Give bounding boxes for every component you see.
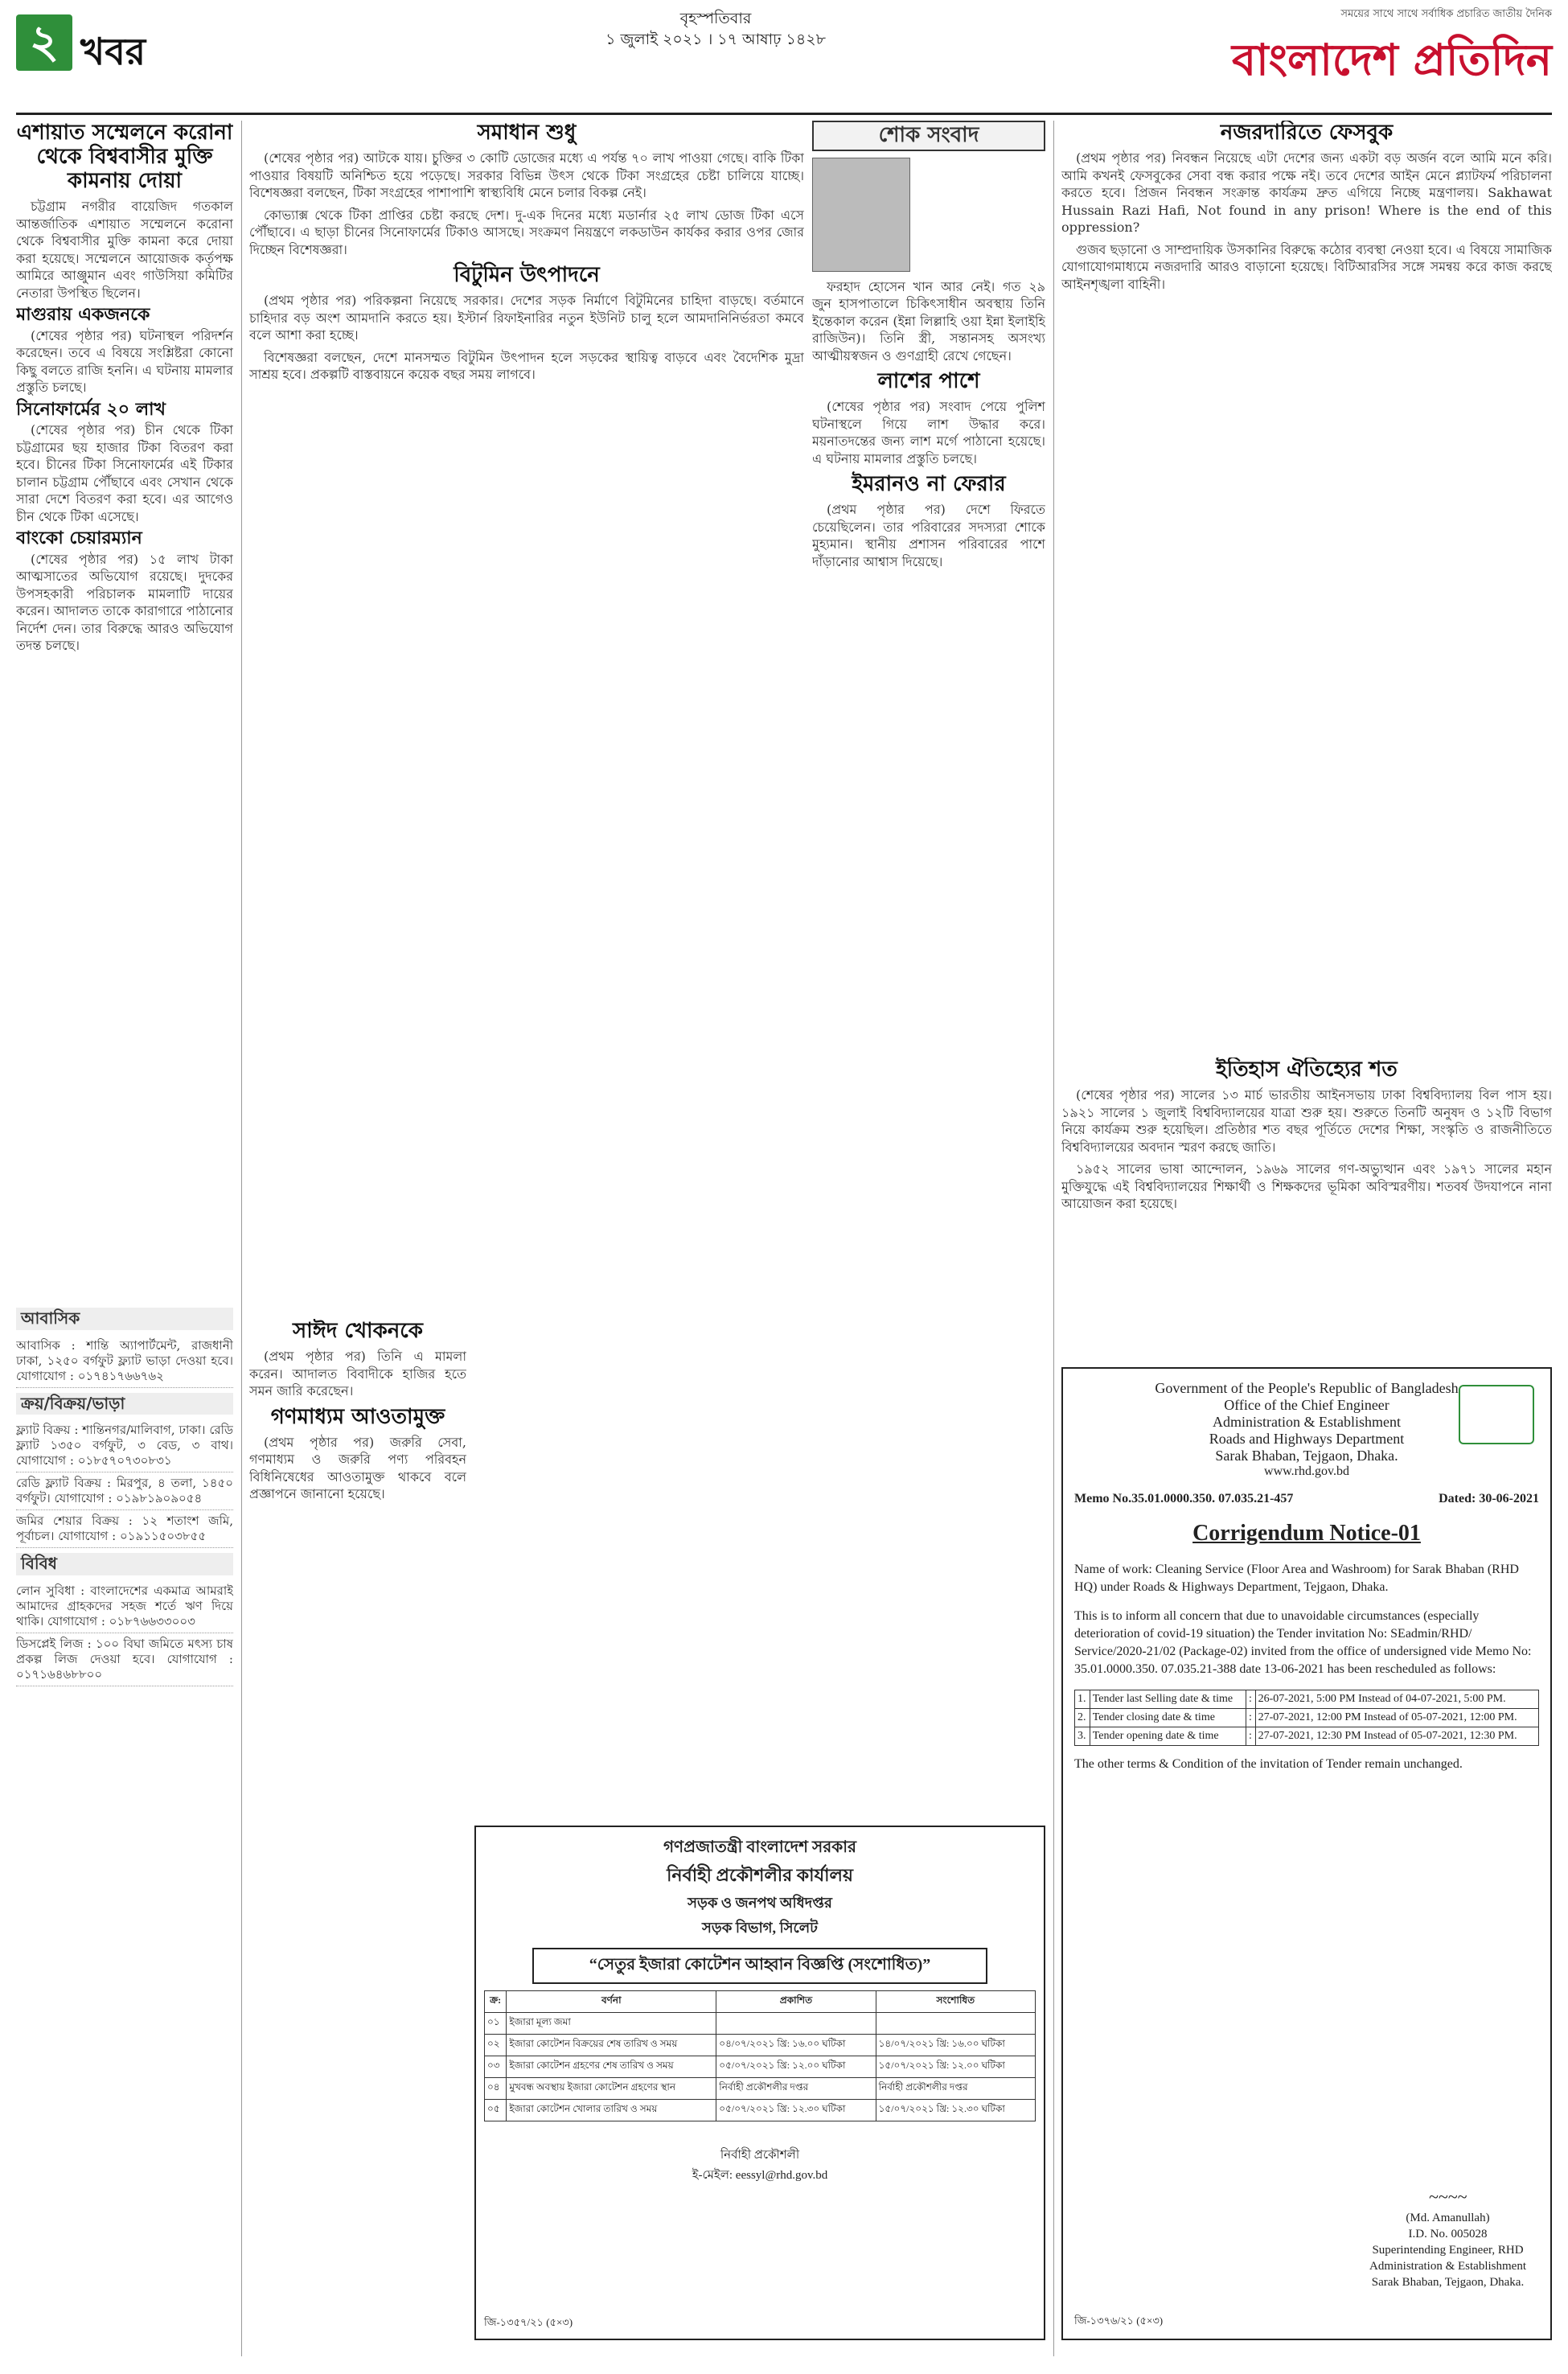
headline: ইমরানও না ফেরার [852,472,1006,496]
ad-reference: জি-১৩৫৭/২১ (৫×৩) [484,2316,573,2328]
handwritten-signature: ~~~~ [1428,2187,1467,2207]
headline: সাঈদ খোকনকে [293,1319,423,1343]
article-text: ফরহাদ হোসেন খান আর নেই। গত ২৯ জুন হাসপাতালে চিকিৎসাধীন অবস্থায় তিনি ইন্তেকাল করেন (ইন্না লিল্লাহি ওয়া ইন্না ইলাইহি রাজিউন)। তিনি স্ত্রী, সন্তানসহ অসংখ্য আত্মীয়স্বজন ও গুণগ্রাহী রেখে গেছেন। [812,278,1045,363]
date: ১ জুলাই ২০২১ । ১৭ আষাঢ় ১৪২৮ [605,31,826,48]
article-text: (প্রথম পৃষ্ঠার পর) পরিকল্পনা নিয়েছে সরকার। দেশের সড়ক নির্মাণে বিটুমিনের চাহিদা বাড়ছে। বর্তমানে চাহিদার বড় অংশ আমদানি করতে হয়। ইস্টার্ন রিফাইনারির নতুন ইউনিট চালু হলে আমদানিনির্ভরতা কমবে বলে আশা করা হচ্ছে। [249,293,804,343]
table-cell: 27-07-2021, 12:00 PM Instead of 05-07-2021, 12:00 PM. [1255,1709,1538,1727]
signer-id: I.D. No. 005028 [1408,2228,1488,2241]
portrait-photo [812,158,910,272]
table-cell: নির্বাহী প্রকৌশলীর দপ্তর [716,2078,876,2100]
brand-tagline: সময়ের সাথে সাথে সর্বাধিক প্রচারিত জাতীয় দৈনিক [1340,8,1552,20]
headline: গণমাধ্যম আওতামুক্ত [270,1404,445,1429]
article-text: ১৯৫২ সালের ভাষা আন্দোলন, ১৯৬৯ সালের গণ-অভ্যুত্থান এবং ১৯৭১ সালের মহান মুক্তিযুদ্ধে এই বিশ্ববিদ্যালয়ের শিক্ষার্থী ও শিক্ষকদের ভূমিকা অবিস্মরণীয়। শতবর্ষ উদযাপনে নানা আয়োজন করা হয়েছে। [1061,1161,1552,1211]
table-row [485,2056,1036,2078]
work-name: Name of work: Cleaning Service (Floor Area and Washroom) for Sarak Bhaban (RHD HQ) under Roads & Highways Department, Tejgaon, Dhaka. [1074,1563,1519,1594]
table-cell: Tender last Selling date & time [1090,1690,1246,1709]
page-number: ২ [16,14,72,71]
contact-email: ই-মেইল: eessyl@rhd.gov.bd [692,2169,828,2182]
table-row [1075,1690,1539,1709]
article-text: (প্রথম পৃষ্ঠার পর) দেশে ফিরতে চেয়েছিলেন। তার পরিবারের সদস্যরা শোকে মুহ্যমান। স্থানীয় প্রশাসন পরিবারের পাশে দাঁড়ানোর আশ্বাস দিয়েছে। [812,502,1045,569]
column-divider [1053,121,1054,2356]
notice-title: Corrigendum Notice-01 [1192,1521,1421,1546]
news-column-right [1061,121,1552,1045]
ad-govt: Government of the People's Republic of Bangladesh [1155,1380,1459,1396]
notice-closing: The other terms & Condition of the invitation of Tender remain unchanged. [1074,1757,1463,1771]
headline: ইতিহাস ঐতিহ্যের শত [1216,1058,1398,1082]
table-header-row [485,1991,1036,2013]
table-cell [716,2013,876,2035]
ad-reference: জি-১৩৭৬/২১ (৫×৩) [1074,2314,1164,2327]
column-divider [241,121,242,2356]
ad-govt: গণপ্রজাতন্ত্রী বাংলাদেশ সরকার [663,1838,857,1856]
classified-item: আবাসিক : শান্তি অ্যাপার্টমেন্ট, রাজধানী ঢাকা, ১২৫০ বর্গফুট ফ্ল্যাট ভাড়া দেওয়া হবে। যোগাযোগ : ০১৭৪১৭৬৬৭৬২ [16,1335,233,1388]
article-text: গুজব ছড়ানো ও সাম্প্রদায়িক উসকানির বিরুদ্ধে কঠোর ব্যবস্থা নেওয়া হবে। এ বিষয়ে সামাজিক যোগাযোগমাধ্যমে নজরদারি আরও বাড়ানো হয়েছে। বিটিআরসির সঙ্গে সমন্বয় করে কাজ করছে আইনশৃঙ্খলা বাহিনী। [1061,241,1552,292]
table-cell: : [1246,1690,1255,1709]
table-cell: ইজারা মূল্য জমা [507,2013,716,2035]
newspaper-logo [1182,6,1552,103]
article-text: কোভ্যাক্স থেকে টিকা প্রাপ্তির চেষ্টা করছে দেশ। দু-এক দিনের মধ্যে মডার্নার ২৫ লাখ ডোজ টিকা এসে পৌঁছাবে। এ ছাড়া চীনের সিনোফার্মের টিকাও আসছে। সংক্রমণ নিয়ন্ত্রণে লকডাউন কার্যকর করার ওপর জোর দিচ্ছেন বিশেষজ্ঞরা। [249,207,804,257]
memo-line [1074,1492,1539,1506]
mujib-year-logo [1459,1385,1534,1444]
table-cell: ০৩ [485,2056,507,2078]
signer-name: (Md. Amanullah) [1406,2212,1490,2224]
table-cell: Tender opening date & time [1090,1727,1246,1746]
ad-office: Office of the Chief Engineer [1224,1397,1389,1413]
classified-item: ফ্ল্যাট বিক্রয় : শান্তিনগর/মালিবাগ, ঢাকা। রেডি ফ্ল্যাট ১৩৫০ বর্গফুট, ৩ বেড, ৩ বাথ। যোগাযোগ : ০১৮৫৭০৭৩০৮৩১ [16,1419,233,1472]
table-cell: : [1246,1709,1255,1727]
ad-address: Sarak Bhaban, Tejgaon, Dhaka. [1215,1448,1398,1464]
signer-address: Sarak Bhaban, Tejgaon, Dhaka. [1371,2276,1525,2289]
table-cell: 1. [1075,1690,1090,1709]
classified-item: জমির শেয়ার বিক্রয় : ১২ শতাংশ জমি, পূর্বাচল। যোগাযোগ : ০১৯১১৫০৩৮৫৫ [16,1510,233,1548]
headline: বিটুমিন উৎপাদনে [454,263,600,287]
article-text: (শেষের পৃষ্ঠার পর) ঘটনাস্থল পরিদর্শন করেছেন। তবে এ বিষয়ে সংশ্লিষ্টরা কোনো কিছু বলতে রাজি হননি। এ ঘটনায় মামলার প্রস্তুতি চলছে। [16,327,233,395]
table-cell: ইজারা কোটেশন বিক্রয়ের শেষ তারিখ ও সময় [507,2035,716,2056]
weekday: বৃহস্পতিবার [679,10,752,27]
classified-heading: ক্রয়/বিক্রয়/ভাড়া [16,1393,233,1415]
headline: নজরদারিতে ফেসবুক [1220,121,1394,145]
news-column-middle-lower [249,1319,466,1817]
table-row [485,2013,1036,2035]
table-cell: ১৫/০৭/২০২১ খ্রি: ১২.৩০ ঘটিকা [876,2100,1035,2121]
article-text: (প্রথম পৃষ্ঠার পর) তিনি এ মামলা করেন। আদালত বিবাদীকে হাজির হতে সমন জারি করেছেন। [249,1349,466,1399]
table-cell: ইজারা কোটেশন খোলার তারিখ ও সময় [507,2100,716,2121]
table-cell: ০১ [485,2013,507,2035]
ad-notice-title: “সেতুর ইজারা কোটেশন আহ্বান বিজ্ঞপ্তি (সংশোধিত)” [532,1948,987,1984]
classified-heading: বিবিধ [16,1553,233,1575]
news-column-right-lower [1061,1058,1552,1355]
table-cell: 2. [1075,1709,1090,1727]
headline: মাগুরায় একজনকে [16,305,150,325]
table-row [1075,1727,1539,1746]
table-row [485,2078,1036,2100]
classified-heading: আবাসিক [16,1308,233,1330]
table-cell: ০৫/০৭/২০২১ খ্রি: ১২.৩০ ঘটিকা [716,2100,876,2121]
header-rule [16,113,1552,115]
table-cell: ০২ [485,2035,507,2056]
obituary-title: শোক সংবাদ [812,121,1045,151]
table-cell: ইজারা কোটেশন গ্রহণের শেষ তারিখ ও সময় [507,2056,716,2078]
ad-website: www.rhd.gov.bd [1264,1464,1349,1478]
table-row [1075,1709,1539,1727]
table-cell: মুখবন্ধ অবস্থায় ইজারা কোটেশন গ্রহণের স্থান [507,2078,716,2100]
table-cell: ০৪/০৭/২০২১ খ্রি: ১৬.০০ ঘটিকা [716,2035,876,2056]
notice-body: This is to inform all concern that due to unavoidable circumstances (especially deterioration of covid-19 situation) the Tender invitation No: SEadmin/RHD/ Service/2020-21/02 (Package-02) invited from the office of undersigned vide Memo No: 35.01.0000.350. 07.035.21-388 date 13-06-2021 has been rescheduled as follows: [1074,1609,1532,1676]
headline: সিনোফার্মের ২০ লাখ [16,399,166,420]
article-text: চট্টগ্রাম নগরীর বায়েজিদ গতকাল আন্তর্জাতিক এশায়াত সম্মেলনে করোনা থেকে বিশ্ববাসীর মুক্তি কামনা করে দোয়া করা হয়েছে। সম্মেলনে আয়োজক কর্তৃপক্ষ আমিরে আঞ্জুমান এবং গাউসিয়া কমিটির নেতারা উপস্থিত ছিলেন। [16,199,233,301]
article-text: (শেষের পৃষ্ঠার পর) আটকে যায়। চুক্তির ৩ কোটি ডোজের মধ্যে এ পর্যন্ত ৭০ লাখ পাওয়া গেছে। বাকি টিকা পাওয়ার বিষয়টি অনিশ্চিত হয়ে পড়েছে। সরকার বিভিন্ন উৎস থেকে টিকা সংগ্রহের চেষ্টা চালিয়ে যাচ্ছে। বিশেষজ্ঞরা বলছেন, টিকা সংগ্রহের পাশাপাশি স্বাস্থ্যবিধি মেনে চলার বিকল্প নেই। [249,150,804,200]
table-cell: ১৪/০৭/২০২১ খ্রি: ১৬.০০ ঘটিকা [876,2035,1035,2056]
classified-item: রেডি ফ্ল্যাট বিক্রয় : মিরপুর, ৪ তলা, ১৪৫০ বর্গফুট। যোগাযোগ : ০১৯৮১৯০৯০৫৪ [16,1472,233,1510]
ad-dept: সড়ক ও জনপথ অধিদপ্তর [688,1895,832,1911]
table-cell: : [1246,1727,1255,1746]
ad-admin: Administration & Establishment [1213,1414,1401,1430]
article-text: (শেষের পৃষ্ঠার পর) সংবাদ পেয়ে পুলিশ ঘটনাস্থলে গিয়ে লাশ উদ্ধার করে। ময়নাতদন্তের জন্য লাশ মর্গে পাঠানো হয়েছে। এ ঘটনায় মামলার প্রস্তুতি চলছে। [812,399,1045,466]
article-text: (শেষের পৃষ্ঠার পর) চীন থেকে টিকা চট্টগ্রামের ছয় হাজার টিকা বিতরণ করা হবে। চীনের টিকা সিনোফার্মের এই টিকার চালান চট্টগ্রাম পৌঁছাবে এবং সেখান থেকে সারা দেশে বিতরণ করা হবে। এর আগেও চীন থেকে টিকা এসেছে। [16,422,233,524]
table-cell [876,2013,1035,2035]
article-text: (প্রথম পৃষ্ঠার পর) নিবন্ধন নিয়েছে এটা দেশের জন্য একটা বড় অর্জন বলে আমি মনে করি। আমি কখনই ফেসবুকের সেবা বন্ধ করার পক্ষে নই। তবে দেশের আইন মেনে প্ল্যাটফর্ম পরিচালনা করতে হবে। প্রিজন নিবন্ধন সংক্রান্ত কার্যক্রম দ্রুত এগিয়ে নিচ্ছে মন্ত্রণালয়। Sakhawat Hussain Razi Hafi, Not found in any prison! Where is the end of this oppression? [1061,150,1552,235]
ad-signatory [484,2146,1036,2186]
column-header: বর্ণনা [507,1991,716,2013]
table-row [485,2035,1036,2056]
ad-dept: Roads and Highways Department [1209,1431,1405,1447]
article-text: বিশেষজ্ঞরা বলছেন, দেশে মানসম্মত বিটুমিন উৎপাদন হলে সড়কের স্থায়িত্ব বাড়বে এবং বৈদেশিক মুদ্রা সাশ্রয় হবে। প্রকল্পটি বাস্তবায়নে কয়েক বছর সময় লাগবে। [249,349,804,382]
signature-block [1369,2189,1526,2290]
dateline [434,8,997,50]
signer-title: Superintending Engineer, RHD [1372,2244,1524,2257]
table-cell: Tender closing date & time [1090,1709,1246,1727]
headline: সমাধান শুধু [477,121,577,145]
masthead [0,0,1568,121]
table-cell: 27-07-2021, 12:30 PM Instead of 05-07-2021, 12:30 PM. [1255,1727,1538,1746]
article-text: (শেষের পৃষ্ঠার পর) সালের ১৩ মার্চ ভারতীয় আইনসভায় ঢাকা বিশ্ববিদ্যালয় বিল পাস হয়। ১৯২১ সালের ১ জুলাই বিশ্ববিদ্যালয়ের যাত্রা শুরু হয়। শুরুতে তিনটি অনুষদ ও ১২টি বিভাগ নিয়ে কার্যক্রম শুরু হয়েছিল। প্রতিষ্ঠার শত বছর পূর্তিতে দেশের শিক্ষা, সংস্কৃতি ও রাজনীতিতে বিশ্ববিদ্যালয়ের অবদান স্মরণ করছে জাতি। [1061,1087,1552,1155]
column-header: সংশোধিত [876,1991,1035,2013]
table-cell: নির্বাহী প্রকৌশলীর দপ্তর [876,2078,1035,2100]
article-text: (প্রথম পৃষ্ঠার পর) জরুরি সেবা, গণমাধ্যম ও জরুরি পণ্য পরিবহন বিধিনিষেধের আওতামুক্ত থাকবে বলে প্রজ্ঞাপনে জানানো হয়েছে। [249,1434,466,1501]
signatory-title: নির্বাহী প্রকৌশলী [720,2149,800,2162]
table-cell: ০৫ [485,2100,507,2121]
tender-table [484,1990,1036,2121]
table-row [485,2100,1036,2121]
article-text: (শেষের পৃষ্ঠার পর) ১৫ লাখ টাকা আত্মসাতের অভিযোগ রয়েছে। দুদকের উপসহকারী পরিচালক মামলাটি দায়ের করেন। আদালত তাকে কারাগারে পাঠানোর নির্দেশ দেন। তার বিরুদ্ধে আরও অভিযোগ তদন্ত চলছে। [16,551,233,653]
table-cell: 26-07-2021, 5:00 PM Instead of 04-07-2021, 5:00 PM. [1255,1690,1538,1709]
table-cell: 3. [1075,1727,1090,1746]
table-cell: ১৫/০৭/২০২১ খ্রি: ১২.০০ ঘটিকা [876,2056,1035,2078]
obituary-column [812,121,1045,1335]
news-column-left [16,121,233,965]
news-column-middle [249,121,804,1303]
classified-item: লোন সুবিধা : বাংলাদেশের একমাত্র আমরাই আমাদের গ্রাহকদের সহজ শর্তে ঋণ দিয়ে থাকি। যোগাযোগ : ০১৮৭৬৬৩৩০০৩ [16,1580,233,1633]
brand-name: বাংলাদেশ প্রতিদিন [1232,35,1552,85]
tender-advertisement [474,1826,1045,2340]
ad-division: সড়ক বিভাগ, সিলেট [702,1920,818,1936]
ad-office: নির্বাহী প্রকৌশলীর কার্যালয় [667,1865,853,1885]
headline: লাশের পাশে [877,369,980,393]
schedule-table [1074,1690,1539,1746]
signer-dept: Administration & Establishment [1369,2260,1526,2273]
memo-number: Memo No.35.01.0000.350. 07.035.21-457 [1074,1492,1294,1505]
corrigendum-notice [1061,1367,1552,2340]
table-cell: ০৫/০৭/২০২১ খ্রি: ১২.০০ ঘটিকা [716,2056,876,2078]
section-title: খবর [80,30,146,73]
column-header: প্রকাশিত [716,1991,876,2013]
classified-item: ডিসপ্লেই লিজ : ১০০ বিঘা জমিতে মৎস্য চাষ প্রকল্প লিজ দেওয়া হবে। যোগাযোগ : ০১৭১৬৪৬৮৮০০ [16,1633,233,1686]
headline: বাংকো চেয়ারম্যান [16,528,142,548]
memo-date: Dated: 30-06-2021 [1439,1492,1539,1505]
headline: এশায়াত সম্মেলনে করোনা থেকে বিশ্ববাসীর মুক্তি কামনায় দোয়া [16,121,233,193]
table-cell: ০৪ [485,2078,507,2100]
column-header: ক্র: [485,1991,507,2013]
classifieds [16,1303,233,2348]
